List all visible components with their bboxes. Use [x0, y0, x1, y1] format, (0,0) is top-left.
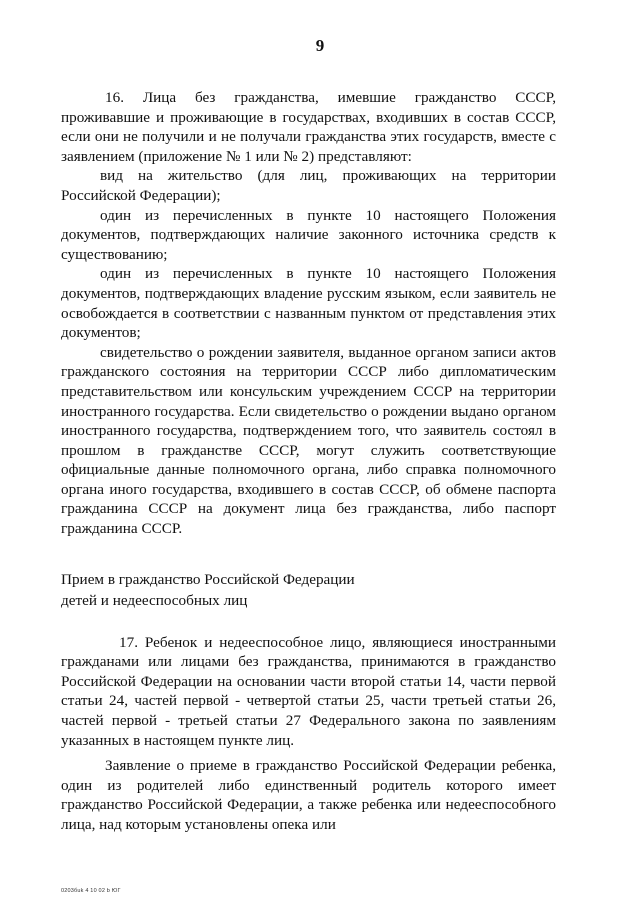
page-number: 9	[315, 36, 325, 55]
footer-code: 0203бuk 4 10 02 b ЮГ	[61, 888, 121, 894]
section-heading	[61, 569, 556, 611]
list-item-residence-permit: вид на жительство (для лиц, проживающих на территории Российской Федерации);	[61, 167, 556, 204]
paragraph-17: 17. Ребенок и недееспособное лицо, являющиеся иностранными гражданами или лицами без гражданства, принимаются в гражданство Российской Федерации на основании части второй статьи 14, части первой статьи 24, частей первой - четвертой статьи 25, части третьей статьи 26, частей первой - третьей статьи 27 Федерального закона по заявлениям указанных в настоящем пункте лиц.	[61, 633, 556, 749]
section-heading-line-1: Прием в гражданство Российской Федерации	[61, 570, 355, 588]
list-item-birth-certificate: свидетельство о рождении заявителя, выданное органом записи актов гражданского состояния на территории СССР либо дипломатическим представительством или консульским учреждением СССР на территории иностранного государства. Если свидетельство о рождении выдано органом иностранного государства, подтверждением того, что заявитель состоял в прошлом в гражданстве СССР, могут служить соответствующие официальные данные полномочного органа, либо справка полномочного органа иного государства, входившего в состав СССР, об обмене паспорта гражданина СССР на документ лица без гражданства, либо паспорт гражданина СССР.	[61, 343, 556, 538]
list-item-language-documents: один из перечисленных в пункте 10 настоящего Положения документов, подтверждающих владение русским языком, если заявитель не освобождается в соответствии с названным пунктом от представления этих документов;	[61, 265, 556, 342]
paragraph-16: 16. Лица без гражданства, имевшие гражданство СССР, проживавшие и проживающие в государствах, входивших в состав СССР, если они не получили и не получали гражданства этих государств, вместе с заявлением (приложение № 1 или № 2) представляют:	[61, 89, 556, 165]
document-body	[61, 88, 556, 835]
paragraph-application-child: Заявление о приеме в гражданство Российской Федерации ребенка, один из родителей либо единственный родитель которого имеет гражданство Российской Федерации, а также ребенка или недееспособного лица, над которым установлены опека или	[61, 757, 556, 833]
list-item-income-documents: один из перечисленных в пункте 10 настоящего Положения документов, подтверждающих наличие законного источника средств к существованию;	[61, 206, 556, 263]
section-heading-line-2: детей и недееспособных лиц	[61, 591, 248, 609]
